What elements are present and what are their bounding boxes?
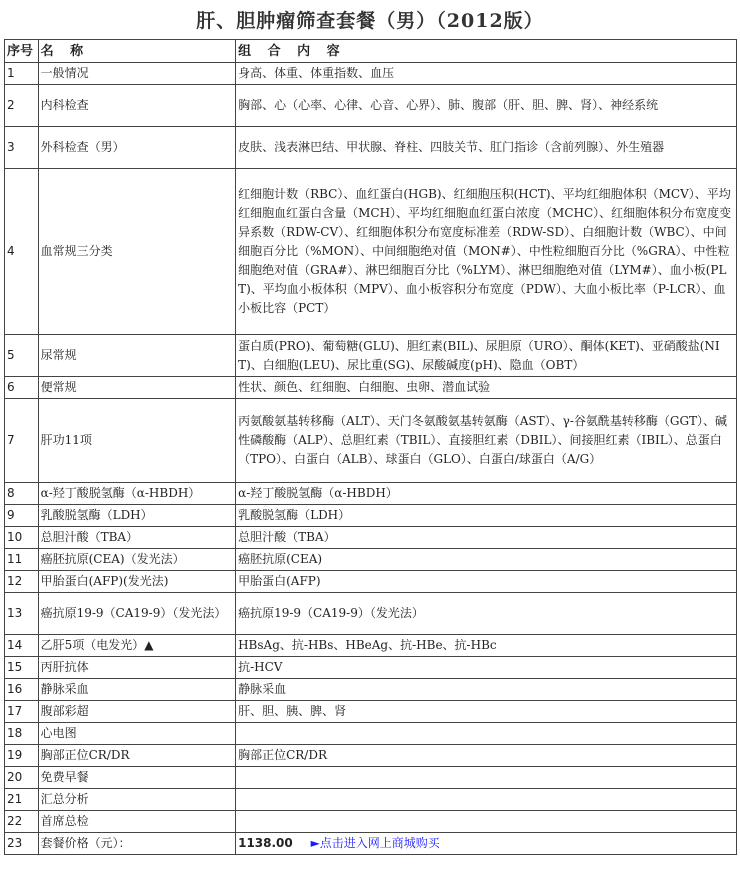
item-content (236, 767, 737, 789)
row-number: 15 (5, 657, 39, 679)
table-row (5, 335, 737, 377)
item-content: 胸部正位CR/DR (236, 745, 737, 767)
row-number: 8 (5, 483, 39, 505)
item-content (236, 811, 737, 833)
row-number: 7 (5, 399, 39, 483)
header-no: 序号 (5, 40, 39, 63)
page-title: 肝、胆肿瘤筛查套餐（男）（2012版） (196, 10, 544, 32)
table-row (5, 657, 737, 679)
item-name: 外科检查（男） (38, 127, 236, 169)
header-content: 组 合 内 容 (236, 40, 737, 63)
item-name: 胸部正位CR/DR (38, 745, 236, 767)
price-cell (236, 833, 737, 855)
price-label: 套餐价格（元）： (38, 833, 236, 855)
item-name: 丙肝抗体 (38, 657, 236, 679)
row-number: 1 (5, 63, 39, 85)
item-content: 甲胎蛋白(AFP) (236, 571, 737, 593)
row-number: 22 (5, 811, 39, 833)
item-content (236, 789, 737, 811)
table-row (5, 169, 737, 335)
item-content: α-羟丁酸脱氢酶（α-HBDH） (236, 483, 737, 505)
package-price: 1138.00 (238, 836, 293, 850)
package-table (4, 39, 737, 855)
item-content: 胸部、心（心率、心律、心音、心界）、肺、腹部（肝、胆、脾、肾）、神经系统 (236, 85, 737, 127)
item-content: 癌抗原19-9（CA19-9）（发光法） (236, 593, 737, 635)
item-name: 便常规 (38, 377, 236, 399)
row-number: 2 (5, 85, 39, 127)
item-content (236, 723, 737, 745)
item-name: 内科检查 (38, 85, 236, 127)
row-number: 21 (5, 789, 39, 811)
item-name: 心电图 (38, 723, 236, 745)
item-name: 一般情况 (38, 63, 236, 85)
item-content: 蛋白质(PRO)、葡萄糖(GLU)、胆红素(BIL)、尿胆原（URO）、酮体(KET)、亚硝酸盐(NIT)、白细胞(LEU)、尿比重(SG)、尿酸碱度(pH)、隐血（OBT） (236, 335, 737, 377)
table-row (5, 127, 737, 169)
row-number: 3 (5, 127, 39, 169)
buy-online-link[interactable]: ►点击进入网上商城购买 (310, 836, 440, 850)
table-row (5, 505, 737, 527)
row-number: 20 (5, 767, 39, 789)
table-row (5, 811, 737, 833)
item-content: 丙氨酸氨基转移酶（ALT）、天门冬氨酸氨基转氨酶（AST）、γ-谷氨酰基转移酶（GGT）、碱性磷酸酶（ALP）、总胆红素（TBIL）、直接胆红素（DBIL）、间接胆红素（IBIL）、总蛋白（TPO）、白蛋白（ALB）、球蛋白（GLO）、白蛋白/球蛋白（A/G） (236, 399, 737, 483)
row-number: 19 (5, 745, 39, 767)
table-row (5, 635, 737, 657)
table-row (5, 85, 737, 127)
item-content: 皮肤、浅表淋巴结、甲状腺、脊柱、四肢关节、肛门指诊（含前列腺）、外生殖器 (236, 127, 737, 169)
item-content: 性状、颜色、红细胞、白细胞、虫卵、潜血试验 (236, 377, 737, 399)
table-row (5, 745, 737, 767)
item-content: 总胆汁酸（TBA） (236, 527, 737, 549)
row-number: 23 (5, 833, 39, 855)
item-content: 红细胞计数（RBC）、血红蛋白(HGB)、红细胞压积(HCT)、平均红细胞体积（MCV）、平均红细胞血红蛋白含量（MCH）、平均红细胞血红蛋白浓度（MCHC）、红细胞体积分布宽度变异系数（RDW-CV）、红细胞体积分布宽度标准差（RDW-SD）、白细胞计数（WBC）、中间细胞百分比（%MON）、中间细胞绝对值（MON#）、中性粒细胞百分比（%GRA）、中性粒细胞绝对值（GRA#）、淋巴细胞百分比（%LYM）、淋巴细胞绝对值（LYM#）、血小板(PLT)、平均血小板体积（MPV）、血小板容积分布宽度（PDW）、大血小板比率（P-LCR）、血小板比容（PCT） (236, 169, 737, 335)
row-number: 18 (5, 723, 39, 745)
row-number: 13 (5, 593, 39, 635)
item-content: HBsAg、抗-HBs、HBeAg、抗-HBe、抗-HBc (236, 635, 737, 657)
table-row (5, 63, 737, 85)
item-content: 乳酸脱氢酶（LDH） (236, 505, 737, 527)
table-row (5, 377, 737, 399)
table-row (5, 483, 737, 505)
item-content: 肝、胆、胰、脾、肾 (236, 701, 737, 723)
table-row (5, 527, 737, 549)
header-name: 名 称 (38, 40, 236, 63)
item-name: 乙肝5项（电发光）▲ (38, 635, 236, 657)
table-row (5, 789, 737, 811)
table-row (5, 701, 737, 723)
item-content: 抗-HCV (236, 657, 737, 679)
item-name: 腹部彩超 (38, 701, 236, 723)
item-name: 乳酸脱氢酶（LDH） (38, 505, 236, 527)
item-content: 癌胚抗原(CEA) (236, 549, 737, 571)
table-row (5, 767, 737, 789)
item-name: 尿常规 (38, 335, 236, 377)
row-number: 10 (5, 527, 39, 549)
row-number: 16 (5, 679, 39, 701)
table-row (5, 399, 737, 483)
row-number: 9 (5, 505, 39, 527)
table-row (5, 679, 737, 701)
row-number: 17 (5, 701, 39, 723)
item-name: α-羟丁酸脱氢酶（α-HBDH） (38, 483, 236, 505)
item-name: 癌抗原19-9（CA19-9）（发光法） (38, 593, 236, 635)
row-number: 11 (5, 549, 39, 571)
item-name: 癌胚抗原(CEA)（发光法） (38, 549, 236, 571)
item-name: 甲胎蛋白(AFP)(发光法) (38, 571, 236, 593)
item-name: 肝功11项 (38, 399, 236, 483)
table-row (5, 723, 737, 745)
item-name: 免费早餐 (38, 767, 236, 789)
table-row (5, 549, 737, 571)
item-content: 身高、体重、体重指数、血压 (236, 63, 737, 85)
item-name: 总胆汁酸（TBA） (38, 527, 236, 549)
item-name: 首席总检 (38, 811, 236, 833)
row-number: 4 (5, 169, 39, 335)
row-number: 6 (5, 377, 39, 399)
item-name: 血常规三分类 (38, 169, 236, 335)
item-name: 静脉采血 (38, 679, 236, 701)
table-row (5, 571, 737, 593)
item-content: 静脉采血 (236, 679, 737, 701)
row-number: 5 (5, 335, 39, 377)
item-name: 汇总分析 (38, 789, 236, 811)
table-row (5, 593, 737, 635)
table-header-row (5, 40, 737, 63)
row-number: 12 (5, 571, 39, 593)
price-row (5, 833, 737, 855)
row-number: 14 (5, 635, 39, 657)
